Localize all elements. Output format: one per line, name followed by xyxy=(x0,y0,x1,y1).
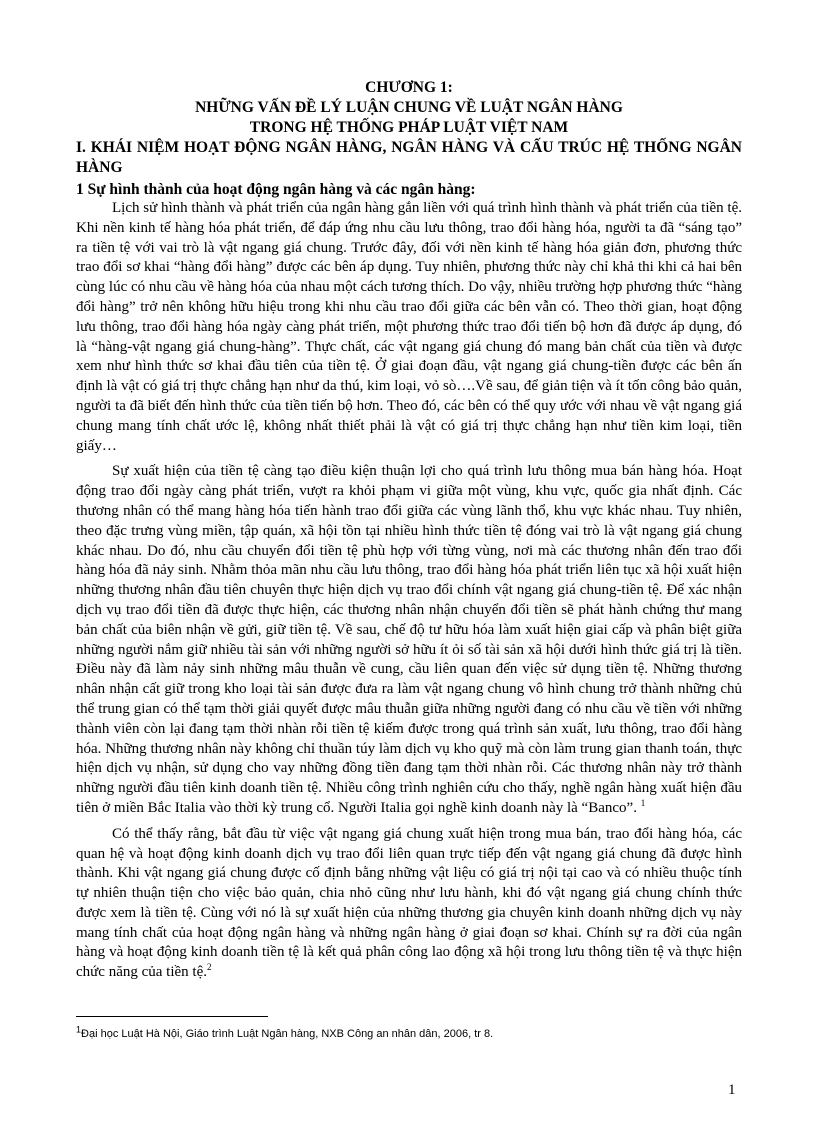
chapter-number: CHƯƠNG 1: xyxy=(365,79,453,96)
footnote-separator xyxy=(76,1016,268,1017)
chapter-heading-block xyxy=(76,78,742,200)
paragraph-2-text: Sự xuất hiện của tiền tệ càng tạo điều kiện thuận lợi cho quá trình lưu thông mua bán hàng hóa. Hoạt động trao đổi ngày càng phát triển, vượt ra khỏi phạm vi giữa một vùng, khu vực, quốc gia nhất định. Các thương nhân có thể mang hàng hóa tiến hành trao đổi giữa các vùng lãnh thổ, khu vực khác nhau. Tuy nhiên, theo đặc trưng vùng miền, tập quán, xã hội tồn tại nhiều hình thức tiền tệ đóng vai trò là vật ngang giá chung khác nhau. Do đó, nhu cầu chuyển đổi tiền tệ phù hợp với từng vùng, nơi mà các thương nhân đến trao đổi hàng hóa đã nảy sinh. Nhằm thỏa mãn nhu cầu lưu thông, trao đổi hàng hóa phát triển liên tục xã hội xuất hiện những thương nhân đầu tiên chuyên thực hiện dịch vụ trao đổi chính vật ngang giá chung-tiền tệ. Để xác nhận dịch vụ trao đổi tiền đã được thực hiện, các thương nhân nhận chuyển đổi tiền sẽ phát hành chứng thư mang bản chất của biên nhận về gửi, giữ tiền tệ. Về sau, chế độ tư hữu hóa làm xuất hiện giai cấp và phân biệt giữa những người nắm giữ nhiều tài sản với những người sở hữu ít ỏi số tài sản xã hội dưới hình thức giá trị là tiền. Điều này đã làm nảy sinh những mâu thuẫn về cung, cầu liên quan đến việc sử dụng tiền tệ. Những thương nhân nhận cất giữ trong kho loại tài sản được đưa ra làm vật ngang chung vô hình chung trở thành những chủ thể trung gian có thể tạm thời giải quyết được mâu thuẫn giữa những người đang có nhu cầu về tiền với những thành viên còn lại đang tạm thời nhàn rỗi tiền tệ kiếm được trong quá trình sản xuất, lưu thông, trao đổi hàng hóa. Những thương nhân này không chỉ thuần túy làm dịch vụ kho quỹ mà còn làm trung gian thanh toán, thực hiện dịch vụ nhận, sử dụng cho vay những đồng tiền đang tạm thời nhàn rỗi. Các thương nhân này trở thành những người đầu tiên kinh doanh tiền tệ. Nhiều công trình nghiên cứu cho thấy, nghề ngân hàng xuất hiện đầu tiên ở miền Bắc Italia vào thời kỳ trung cổ. Người Italia gọi nghề kinh doanh này là “Banco”. xyxy=(76,463,742,816)
subsection-heading: 1 Sự hình thành của hoạt động ngân hàng và các ngân hàng: xyxy=(76,181,476,198)
footnote-ref-1[interactable]: 1 xyxy=(640,797,646,808)
page-number: 1 xyxy=(728,1082,736,1098)
footnote-ref-2[interactable]: 2 xyxy=(207,962,212,973)
chapter-title-line-1: NHỮNG VẤN ĐỀ LÝ LUẬN CHUNG VỀ LUẬT NGÂN HÀNG xyxy=(195,99,623,116)
paragraph-3 xyxy=(76,825,742,983)
paragraph-2 xyxy=(76,462,742,818)
body-text xyxy=(76,199,742,989)
footnote-marker: 1 xyxy=(76,1024,82,1035)
chapter-title-line-2: TRONG HỆ THỐNG PHÁP LUẬT VIỆT NAM xyxy=(249,119,569,136)
section-heading: I. KHÁI NIỆM HOẠT ĐỘNG NGÂN HÀNG, NGÂN HÀNG VÀ CẤU TRÚC HỆ THỐNG NGÂN HÀNG xyxy=(76,139,742,176)
footnote xyxy=(76,1024,742,1041)
footnote-text: Đại học Luật Hà Nội, Giáo trình Luật Ngân hàng, NXB Công an nhân dân, 2006, tr 8. xyxy=(81,1028,494,1040)
paragraph-1-text: Lịch sử hình thành và phát triển của ngân hàng gắn liền với quá trình hình thành và phát triển của tiền tệ. Khi nền kinh tế hàng hóa phát triển, để đáp ứng nhu cầu lưu thông, trao đổi hàng hóa, người ta đã “sáng tạo” ra tiền tệ với vai trò là vật ngang giá chung. Trước đây, đối với nền kinh tế hàng hóa giản đơn, phương thức trao đổi sơ khai “hàng đổi hàng” được các bên áp dụng. Tuy nhiên, phương thức này chỉ khả thi khi cả hai bên cùng lúc có nhu cầu về hàng hóa của nhau một cách tương thích. Do vậy, nhiều trường hợp phương thức “hàng đổi hàng” trở nên không hữu hiệu trong khi nhu cầu trao đổi giữa các bên vẫn có. Theo thời gian, hoạt động lưu thông, trao đổi hàng hóa ngày càng phát triển, một phương thức trao đổi tiến bộ hơn đã được áp dụng, đó là “hàng-vật ngang giá chung-hàng”. Thực chất, các vật ngang giá chung đó mang bản chất của tiền và được xem như hình thức sơ khai đầu tiên của tiền tệ. Ở giai đoạn đầu, vật ngang giá chung-tiền được các bên ấn định là vật có giá trị thực chẳng hạn như da thú, kim loại, vỏ sò….Về sau, để giản tiện và ít tốn công bảo quản, người ta đã biết đến hình thức của tiền tiến bộ hơn. Theo đó, các bên có thể quy ước với nhau về vật ngang giá chung mang tính chất ước lệ, không nhất thiết phải là vật có giá trị thực chẳng hạn như tiền kim loại, tiền giấy… xyxy=(76,200,743,454)
paragraph-1 xyxy=(76,199,742,456)
paragraph-3-text: Có thể thấy rằng, bắt đầu từ việc vật ngang giá chung xuất hiện trong mua bán, trao đổi hàng hóa, các quan hệ và hoạt động kinh doanh dịch vụ trao đổi liên quan trực tiếp đến vật ngang giá chung đã được hình thành. Khi vật ngang giá chung được cố định bằng những vật liệu có giá trị nội tại cao và có nhiều thuộc tính tự nhiên thuận tiện cho việc bảo quản, chia nhỏ cũng như lưu hành, khi đó vật ngang giá chung chính thức được xem là tiền tệ. Cùng với nó là sự xuất hiện của những thương gia chuyên kinh doanh những dịch vụ này mang tính chất của hoạt động ngân hàng và những ngân hàng ở giai đoạn sơ khai. Chính sự ra đời của ngân hàng và hoạt động kinh doanh tiền tệ là kết quả phân công lao động xã hội trong lưu thông tiền tệ và thực hiện chức năng của tiền tệ. xyxy=(76,825,742,981)
